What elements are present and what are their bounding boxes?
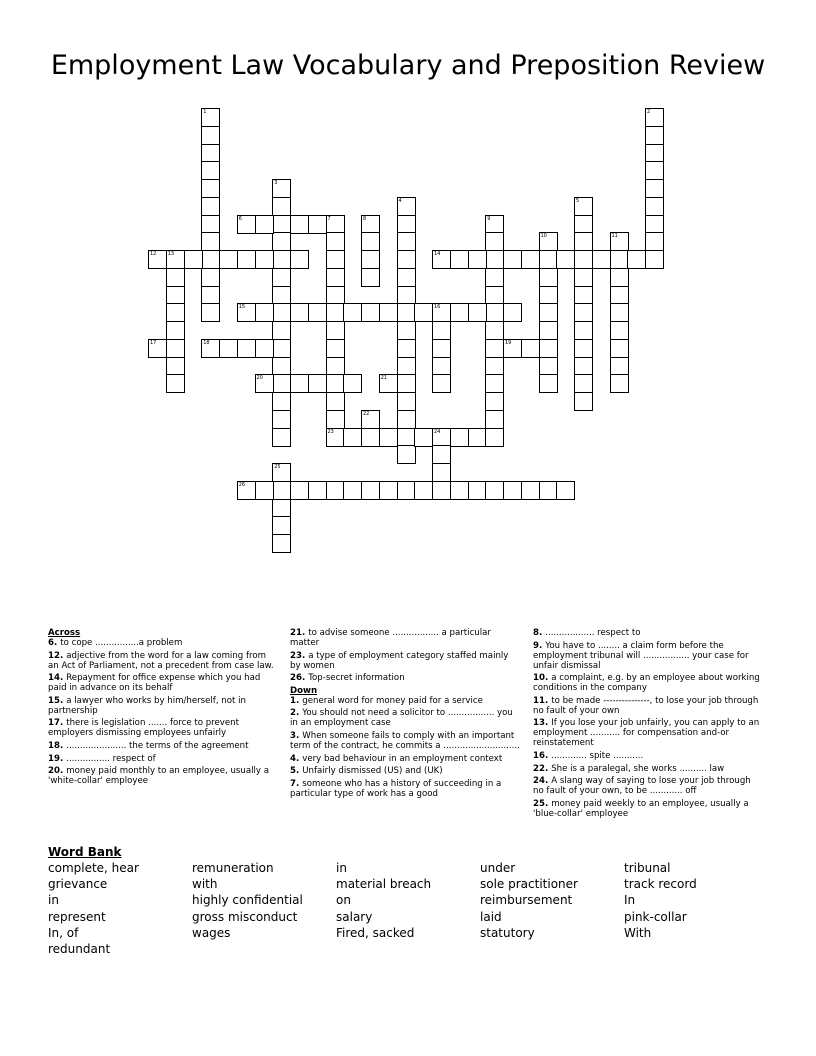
grid-cell[interactable]	[503, 339, 522, 358]
grid-cell[interactable]	[326, 303, 345, 322]
across-clue: 18. ...................... the terms of the agreement	[48, 740, 249, 751]
word-bank-item: material breach	[336, 877, 432, 892]
clue-number: 26	[238, 481, 246, 488]
clue-number: 25	[274, 464, 281, 470]
grid-cell[interactable]	[201, 339, 220, 358]
word-bank-item: grievance	[48, 877, 108, 892]
grid-cell[interactable]	[361, 481, 380, 500]
grid-cell[interactable]	[326, 428, 345, 447]
grid-cell[interactable]	[272, 428, 291, 447]
word-bank-column	[624, 860, 697, 941]
grid-cell[interactable]	[432, 250, 451, 269]
grid-cell[interactable]	[397, 410, 416, 429]
clue-number: 5	[576, 197, 580, 204]
grid-cell[interactable]	[432, 303, 451, 322]
grid-cell[interactable]	[343, 428, 362, 447]
grid-cell[interactable]	[237, 250, 256, 269]
grid-cell[interactable]	[539, 481, 558, 500]
word-bank-heading: Word Bank	[48, 845, 122, 859]
grid-cell[interactable]	[574, 268, 593, 287]
grid-cell[interactable]	[610, 303, 629, 322]
clue-number: 1	[203, 109, 207, 115]
word-bank-item: salary	[336, 909, 373, 924]
grid-cell[interactable]	[645, 215, 664, 234]
grid-cell[interactable]	[539, 232, 558, 251]
grid-cell[interactable]	[201, 268, 220, 287]
grid-cell[interactable]	[290, 250, 309, 269]
grid-cell[interactable]	[521, 339, 540, 358]
grid-cell[interactable]	[539, 268, 558, 287]
grid-cell[interactable]	[166, 374, 185, 393]
grid-cell[interactable]	[166, 268, 185, 287]
grid-cell[interactable]	[432, 357, 451, 376]
grid-cell[interactable]	[627, 250, 646, 269]
word-bank-item: In, of	[48, 925, 79, 940]
grid-cell[interactable]	[645, 126, 664, 145]
grid-cell[interactable]	[468, 303, 487, 322]
grid-cell[interactable]	[379, 428, 398, 447]
grid-cell[interactable]	[308, 374, 327, 393]
grid-cell[interactable]	[539, 321, 558, 340]
grid-cell[interactable]	[255, 215, 274, 234]
grid-cell[interactable]	[272, 410, 291, 429]
grid-cell[interactable]	[485, 374, 504, 393]
grid-cell[interactable]	[610, 357, 629, 376]
grid-cell[interactable]	[326, 215, 345, 234]
grid-cell[interactable]	[414, 481, 433, 500]
grid-cell[interactable]	[485, 215, 504, 234]
grid-cell[interactable]	[645, 161, 664, 180]
grid-cell[interactable]	[485, 250, 504, 269]
grid-cell[interactable]	[361, 250, 380, 269]
grid-cell[interactable]	[148, 250, 167, 269]
grid-cell[interactable]	[503, 303, 522, 322]
down-clue: 25. money paid weekly to an employee, usually a 'blue-collar' employee	[533, 798, 749, 819]
clues-column-1	[48, 628, 278, 789]
clue-number: 8	[363, 215, 367, 222]
grid-cell[interactable]	[308, 481, 327, 500]
clues-column-3	[533, 628, 763, 821]
grid-cell[interactable]	[397, 339, 416, 358]
word-bank-column	[192, 860, 303, 941]
grid-cell[interactable]	[539, 286, 558, 305]
down-clue: 1. general word for money paid for a service	[290, 695, 483, 706]
grid-cell[interactable]	[574, 232, 593, 251]
grid-cell[interactable]	[290, 481, 309, 500]
grid-cell[interactable]	[503, 481, 522, 500]
grid-cell[interactable]	[610, 250, 629, 269]
grid-cell[interactable]	[432, 321, 451, 340]
grid-cell[interactable]	[272, 215, 291, 234]
word-bank-item: sole practitioner	[480, 877, 578, 892]
grid-cell[interactable]	[272, 534, 291, 553]
grid-cell[interactable]	[539, 303, 558, 322]
across-clue: 20. money paid monthly to an employee, usually a 'white-collar' employee	[48, 766, 269, 787]
word-bank-item: statutory	[480, 925, 535, 940]
grid-cell[interactable]	[432, 374, 451, 393]
grid-cell[interactable]	[485, 410, 504, 429]
grid-cell[interactable]	[272, 303, 291, 322]
clue-number: 6	[238, 215, 242, 222]
clue-number: 23	[327, 428, 334, 435]
word-bank-item: with	[192, 877, 218, 892]
grid-cell[interactable]	[201, 161, 220, 180]
grid-cell[interactable]	[343, 481, 362, 500]
across-clue: 15. a lawyer who works by him/herself, not in partnership	[48, 695, 246, 716]
grid-cell[interactable]	[397, 286, 416, 305]
grid-cell[interactable]	[272, 232, 291, 251]
grid-cell[interactable]	[432, 463, 451, 482]
grid-cell[interactable]	[272, 250, 291, 269]
down-clue: 16. ............. spite ...........	[533, 750, 644, 761]
grid-cell[interactable]	[166, 357, 185, 376]
down-clue: 4. very bad behaviour in an employment context	[290, 753, 503, 764]
clue-number: 10	[540, 233, 547, 240]
grid-cell[interactable]	[521, 250, 540, 269]
grid-cell[interactable]	[272, 268, 291, 287]
grid-cell[interactable]	[201, 232, 220, 251]
grid-cell[interactable]	[450, 428, 469, 447]
word-bank-item: under	[480, 861, 516, 875]
grid-cell[interactable]	[255, 303, 274, 322]
word-bank-column	[48, 860, 139, 957]
grid-cell[interactable]	[574, 339, 593, 358]
grid-cell[interactable]	[432, 339, 451, 358]
grid-cell[interactable]	[485, 321, 504, 340]
down-clue: 24. A slang way of saying to lose your job through no fault of your own, to be ............ off	[533, 776, 751, 797]
grid-cell[interactable]	[201, 108, 220, 127]
grid-cell[interactable]	[397, 250, 416, 269]
clues-column-2	[290, 628, 520, 801]
grid-cell[interactable]	[326, 392, 345, 411]
grid-cell[interactable]	[485, 428, 504, 447]
grid-cell[interactable]	[397, 357, 416, 376]
across-clue: 21. to advise someone ................. a particular matter	[290, 628, 491, 648]
grid-cell[interactable]	[574, 250, 593, 269]
grid-cell[interactable]	[343, 303, 362, 322]
grid-cell[interactable]	[326, 286, 345, 305]
grid-cell[interactable]	[148, 339, 167, 358]
grid-cell[interactable]	[272, 197, 291, 216]
grid-cell[interactable]	[272, 286, 291, 305]
grid-cell[interactable]	[414, 303, 433, 322]
grid-cell[interactable]	[610, 232, 629, 251]
grid-cell[interactable]	[610, 286, 629, 305]
grid-cell[interactable]	[574, 321, 593, 340]
clue-number: 7	[327, 215, 331, 222]
down-clue: 13. If you lose your job unfairly, you can apply to an employment ........... for compensation and-or reinstatement	[533, 718, 760, 749]
grid-cell[interactable]	[166, 303, 185, 322]
word-bank-column	[480, 860, 578, 941]
grid-cell[interactable]	[308, 303, 327, 322]
across-clue: 6. to cope ................a problem	[48, 638, 183, 648]
grid-cell[interactable]	[379, 303, 398, 322]
grid-cell[interactable]	[485, 268, 504, 287]
word-bank-item: In	[624, 893, 636, 908]
clue-number: 22	[363, 410, 370, 417]
clue-number: 21	[380, 375, 388, 382]
word-bank-item: pink-collar	[624, 909, 687, 924]
clue-number: 3	[274, 180, 278, 186]
grid-cell[interactable]	[485, 232, 504, 251]
grid-cell[interactable]	[397, 268, 416, 287]
grid-cell[interactable]	[326, 268, 345, 287]
down-clue: 22. She is a paralegal, she works .......... law	[533, 763, 725, 774]
clue-number: 18	[203, 339, 210, 346]
grid-cell[interactable]	[397, 197, 416, 216]
grid-cell[interactable]	[272, 357, 291, 376]
grid-cell[interactable]	[485, 339, 504, 358]
grid-cell[interactable]	[255, 374, 274, 393]
grid-cell[interactable]	[379, 481, 398, 500]
down-clue: 7. someone who has a history of succeeding in a particular type of work has a good	[290, 778, 502, 799]
grid-cell[interactable]	[432, 428, 451, 447]
grid-cell[interactable]	[645, 250, 664, 269]
grid-cell[interactable]	[414, 428, 433, 447]
grid-cell[interactable]	[485, 392, 504, 411]
grid-cell[interactable]	[485, 357, 504, 376]
clue-number: 19	[505, 339, 512, 346]
grid-cell[interactable]	[166, 286, 185, 305]
grid-cell[interactable]	[326, 321, 345, 340]
grid-cell[interactable]	[397, 374, 416, 393]
grid-cell[interactable]	[397, 321, 416, 340]
grid-cell[interactable]	[166, 321, 185, 340]
grid-cell[interactable]	[610, 374, 629, 393]
grid-cell[interactable]	[574, 374, 593, 393]
word-bank-item: track record	[624, 877, 697, 892]
grid-cell[interactable]	[201, 215, 220, 234]
across-clue: 12. adjective from the word for a law coming from an Act of Parliament, not a precedent from case law.	[48, 650, 274, 671]
grid-cell[interactable]	[255, 250, 274, 269]
grid-cell[interactable]	[326, 339, 345, 358]
grid-cell[interactable]	[574, 215, 593, 234]
grid-cell[interactable]	[574, 303, 593, 322]
grid-cell[interactable]	[201, 126, 220, 145]
word-bank-item: in	[336, 861, 347, 875]
grid-cell[interactable]	[272, 374, 291, 393]
grid-cell[interactable]	[237, 339, 256, 358]
grid-cell[interactable]	[326, 232, 345, 251]
clue-number: 9	[487, 215, 491, 222]
grid-cell[interactable]	[326, 250, 345, 269]
grid-cell[interactable]	[645, 232, 664, 251]
clue-number: 15	[238, 304, 246, 311]
word-bank-item: on	[336, 893, 351, 908]
grid-cell[interactable]	[219, 339, 238, 358]
grid-cell[interactable]	[539, 339, 558, 358]
grid-cell[interactable]	[272, 339, 291, 358]
grid-cell[interactable]	[290, 374, 309, 393]
grid-cell[interactable]	[201, 197, 220, 216]
grid-cell[interactable]	[166, 339, 185, 358]
grid-cell[interactable]	[201, 286, 220, 305]
grid-cell[interactable]	[468, 428, 487, 447]
word-bank-item: reimbursement	[480, 893, 573, 908]
word-bank-item: With	[624, 925, 652, 940]
grid-cell[interactable]	[237, 303, 256, 322]
grid-cell[interactable]	[343, 374, 362, 393]
grid-cell[interactable]	[201, 179, 220, 198]
word-bank-item: in	[48, 893, 59, 908]
across-clue: 19. ................ respect of	[48, 753, 156, 764]
across-clue: 26. Top-secret information	[290, 673, 405, 684]
clue-number: 20	[256, 375, 263, 382]
grid-cell[interactable]	[361, 410, 380, 429]
down-heading: Down	[290, 685, 318, 696]
down-clue: 11. to be made ---------------, to lose your job through no fault of your own	[533, 695, 759, 716]
grid-cell[interactable]	[308, 215, 327, 234]
grid-cell[interactable]	[201, 250, 220, 269]
grid-cell[interactable]	[645, 179, 664, 198]
word-bank-item: tribunal	[624, 861, 671, 875]
grid-cell[interactable]	[645, 144, 664, 163]
across-clue: 17. there is legislation ....... force to prevent employers dismissing employees unfairly	[48, 718, 239, 739]
grid-cell[interactable]	[539, 250, 558, 269]
grid-cell[interactable]	[432, 481, 451, 500]
clue-number: 12	[150, 251, 157, 257]
grid-cell[interactable]	[450, 250, 469, 269]
clue-number: 2	[647, 109, 651, 115]
grid-cell[interactable]	[397, 445, 416, 464]
grid-cell[interactable]	[255, 339, 274, 358]
down-clue: 8. .................. respect to	[533, 628, 641, 638]
grid-cell[interactable]	[521, 481, 540, 500]
down-clue: 10. a complaint, e.g. by an employee about working conditions in the company	[533, 673, 760, 694]
grid-cell[interactable]	[272, 516, 291, 535]
grid-cell[interactable]	[255, 481, 274, 500]
grid-cell[interactable]	[645, 197, 664, 216]
across-clue: 23. a type of employment category staffed mainly by women	[290, 650, 509, 671]
grid-cell[interactable]	[272, 463, 291, 482]
grid-cell[interactable]	[272, 499, 291, 518]
down-clue: 5. Unfairly dismissed (US) and (UK)	[290, 766, 443, 777]
clue-number: 11	[611, 233, 618, 240]
grid-cell[interactable]	[397, 428, 416, 447]
clue-number: 14	[434, 251, 441, 257]
down-clue: 2. You should not need a solicitor to ................. you in an employment case	[290, 708, 513, 729]
word-bank-item: highly confidential	[192, 893, 303, 908]
grid-cell[interactable]	[610, 321, 629, 340]
across-heading: Across	[48, 628, 81, 638]
grid-cell[interactable]	[201, 144, 220, 163]
grid-cell[interactable]	[237, 481, 256, 500]
grid-cell[interactable]	[539, 357, 558, 376]
word-bank-item: represent	[48, 909, 106, 924]
grid-cell[interactable]	[432, 445, 451, 464]
grid-cell[interactable]	[610, 268, 629, 287]
word-bank-item: Fired, sacked	[336, 925, 415, 940]
grid-cell[interactable]	[290, 215, 309, 234]
grid-cell[interactable]	[574, 197, 593, 216]
clue-number: 4	[398, 197, 402, 204]
grid-cell[interactable]	[219, 250, 238, 269]
grid-cell[interactable]	[397, 392, 416, 411]
grid-cell[interactable]	[592, 250, 611, 269]
grid-cell[interactable]	[485, 286, 504, 305]
grid-cell[interactable]	[166, 250, 185, 269]
page-title: Employment Law Vocabulary and Preposition Review	[50, 50, 766, 81]
down-clue: 9. You have to ........ a claim form before the employment tribunal will ................. your case for unfair dismissal	[533, 640, 749, 671]
clue-number: 13	[167, 251, 175, 257]
grid-cell[interactable]	[556, 481, 575, 500]
word-bank-item: remuneration	[192, 861, 274, 875]
grid-cell[interactable]	[645, 108, 664, 127]
word-bank-item: gross misconduct	[192, 909, 298, 924]
grid-cell[interactable]	[503, 250, 522, 269]
grid-cell[interactable]	[485, 481, 504, 500]
word-bank-item: complete, hear	[48, 861, 139, 875]
grid-cell[interactable]	[272, 481, 291, 500]
clue-number: 16	[434, 304, 441, 311]
grid-cell[interactable]	[574, 357, 593, 376]
grid-cell[interactable]	[468, 250, 487, 269]
grid-cell[interactable]	[379, 374, 398, 393]
grid-cell[interactable]	[361, 268, 380, 287]
grid-cell[interactable]	[397, 215, 416, 234]
grid-cell[interactable]	[326, 374, 345, 393]
grid-cell[interactable]	[574, 286, 593, 305]
clue-number: 24	[434, 428, 441, 435]
word-bank-item: redundant	[48, 942, 111, 957]
grid-cell[interactable]	[574, 392, 593, 411]
grid-cell[interactable]	[361, 232, 380, 251]
word-bank-item: wages	[192, 925, 231, 940]
word-bank-item: laid	[480, 909, 502, 924]
grid-cell[interactable]	[539, 374, 558, 393]
grid-cell[interactable]	[290, 303, 309, 322]
word-bank-column	[336, 860, 431, 941]
grid-cell[interactable]	[184, 250, 203, 269]
grid-cell[interactable]	[397, 303, 416, 322]
grid-cell[interactable]	[237, 215, 256, 234]
grid-cell[interactable]	[397, 232, 416, 251]
down-clue: 3. When someone fails to comply with an important term of the contract, he commits a ............................	[290, 730, 520, 751]
grid-cell[interactable]	[326, 357, 345, 376]
grid-cell[interactable]	[361, 428, 380, 447]
grid-cell[interactable]	[610, 339, 629, 358]
clue-number: 17	[150, 339, 157, 346]
grid-cell[interactable]	[326, 481, 345, 500]
grid-cell[interactable]	[450, 303, 469, 322]
grid-cell[interactable]	[272, 321, 291, 340]
grid-cell[interactable]	[272, 179, 291, 198]
grid-cell[interactable]	[556, 250, 575, 269]
grid-cell[interactable]	[361, 303, 380, 322]
across-clue: 14. Repayment for office expense which you had paid in advance on its behalf	[48, 673, 261, 694]
grid-cell[interactable]	[485, 303, 504, 322]
grid-cell[interactable]	[326, 410, 345, 429]
grid-cell[interactable]	[272, 392, 291, 411]
grid-cell[interactable]	[397, 481, 416, 500]
grid-cell[interactable]	[450, 481, 469, 500]
grid-cell[interactable]	[468, 481, 487, 500]
grid-cell[interactable]	[361, 215, 380, 234]
grid-cell[interactable]	[201, 303, 220, 322]
